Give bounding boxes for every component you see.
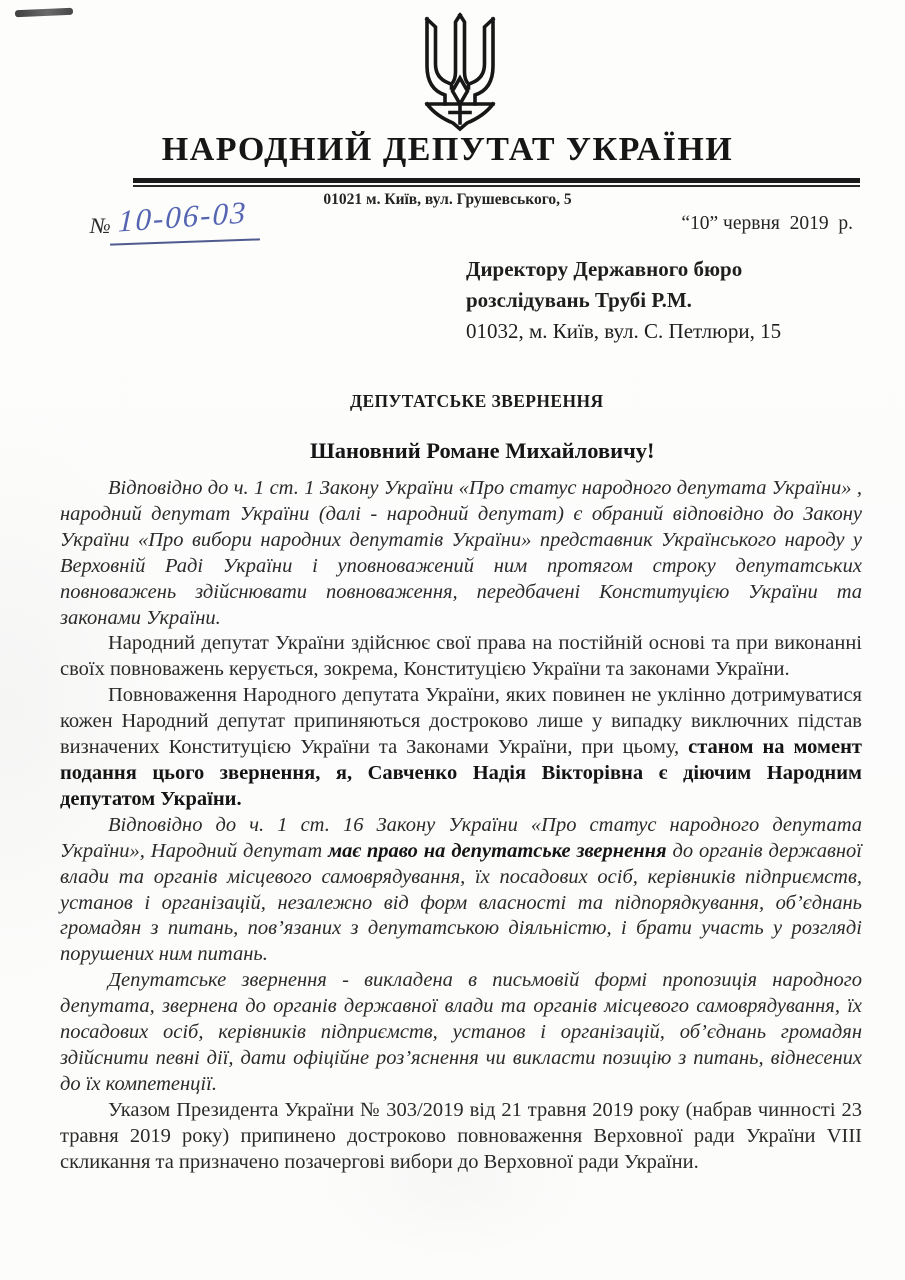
letterhead-divider [133, 178, 860, 187]
ukraine-trident-icon [415, 12, 505, 132]
body-paragraph [60, 631, 862, 683]
recipient-line: розслідувань Трубі Р.М. [466, 288, 692, 312]
text-run: Відповідно до ч. 1 ст. 16 Закону України «Про статус народного депутата України», Народний депутат [60, 813, 862, 862]
body-paragraph [60, 1098, 862, 1176]
salutation: Шановний Романе Михайловичу! [310, 438, 655, 463]
text-run: Указом Президента України № 303/2019 від 21 травня 2019 року (набрав чинності 23 травня 2019 року) припинено достроково повноваження Верховної ради України VIII скликання та призначено позачергові вибори до Верховної ради України. [60, 1098, 862, 1173]
body-paragraph [60, 813, 862, 968]
text-run: Відповідно до ч. 1 ст. 1 Закону України «Про статус народного депутата України» , народний депутат України (далі - народний депутат) є обраний відповідно до Закону України «Про вибори народних депутатів України» представник Українського народу у Верховній Раді України і уповноважений ним протягом строку депутатських повноважень здійснювати повноваження, передбачені Конституцією України та законами України. [60, 477, 862, 629]
body-paragraph [60, 476, 862, 631]
letterhead-title: НАРОДНИЙ ДЕПУТАТ УКРАЇНИ [161, 131, 734, 168]
body-paragraph [60, 968, 862, 1098]
text-run: Народний депутат України здійснює свої права на постійній основі та при виконанні своїх повноважень керується, зокрема, Конституцією України та законами України. [60, 632, 862, 681]
body-paragraph [60, 683, 862, 813]
recipient-block [466, 254, 781, 347]
scan-artifact-mark [15, 8, 73, 18]
emphasized-text-run: має право на депутатське звернення [328, 839, 667, 862]
document-number-handwritten: 10-06-03 [117, 194, 249, 239]
text-run: Депутатське звернення - викладена в письмовій формі пропозиція народного депутата, звернена до органів державної влади та органів місцевого самоврядування, їх посадових осіб, керівників підприємств, установ і організацій, об’єднань громадян здійснити певні дії, дати офіційне роз’яснення чи викласти позицію з питань, віднесених до їх компетенції. [60, 969, 862, 1095]
document-number [90, 194, 280, 250]
number-underline [110, 238, 260, 245]
letterhead-address: 01021 м. Київ, вул. Грушевського, 5 [323, 191, 572, 208]
text-run: до органів державної влади та органів місцевого самоврядування, їх посадових осіб, керівників підприємств, установ і організацій, незалежно від форм власності та підпорядкування, об’єднань громадян з питань, пов’язаних з депутатською діяльністю, і брати участь у розгляді порушених ним питань. [60, 839, 862, 966]
document-date: “10” червня 2019 р. [681, 213, 853, 234]
emphasized-text-run: станом на момент подання цього звернення, я, Савченко Надія Вікторівна є діючим Народним депутатом України. [60, 736, 862, 810]
text-run: Повноваження Народного депутата України, яких повинен не уклінно дотримуватися кожен Народний депутат припиняються достроково лише у випадку виключних підстав визначених Конституцією України та Законами України, при цьому, [60, 684, 862, 759]
number-sign: № [90, 213, 111, 238]
subject-title: ДЕПУТАТСЬКЕ ЗВЕРНЕННЯ [350, 391, 604, 411]
recipient-address-line: 01032, м. Київ, вул. С. Петлюри, 15 [466, 319, 782, 343]
recipient-line: Директору Державного бюро [466, 257, 743, 281]
letter-body [60, 476, 862, 1175]
